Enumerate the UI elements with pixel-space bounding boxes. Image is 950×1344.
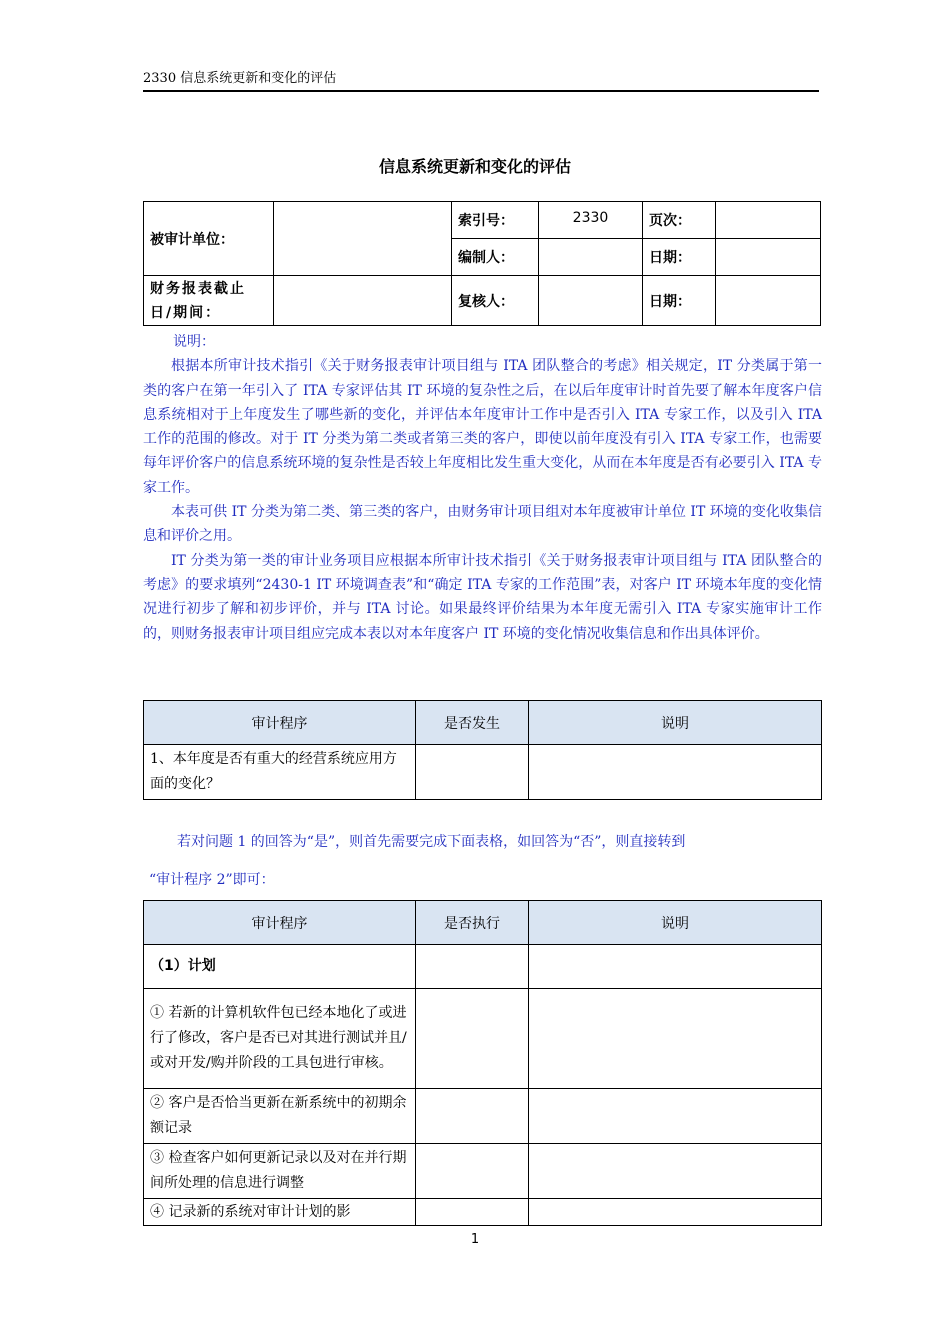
header-occurred: 是否发生 (416, 701, 529, 745)
continuation-line-2: “审计程序 2”即可： (149, 872, 275, 888)
occurred-cell[interactable] (416, 745, 529, 800)
executed-cell[interactable] (416, 1144, 529, 1199)
header-procedure: 审计程序 (144, 901, 416, 945)
notes-paragraph-3: IT 分类为第一类的审计业务项目应根据本所审计技术指引《关于财务报表审计项目组与 ITA 团队整合的考虑》的要求填列“2430-1 IT 环境调查表”和“确定 ITA 专家的工作范围”表，对客户 IT 环境本年度的变化情况进行初步了解和初步评价，并与 ITA 讨论。如果最终评价结果为本年度无需引入 ITA 专家实施审计工作的，则财务报表审计项目组应完成本表以对本年度客户 IT 环境的变化情况收集信息和作出具体评价。 (143, 552, 822, 642)
page-field[interactable] (716, 202, 821, 239)
date2-label: 日期： (643, 276, 716, 326)
description-cell[interactable] (529, 1089, 822, 1144)
header-description: 说明 (529, 701, 822, 745)
description-cell[interactable] (529, 1199, 822, 1226)
executed-cell[interactable] (416, 1089, 529, 1144)
notes-paragraph-2: 本表可供 IT 分类为第二类、第三类的客户，由财务审计项目组对本年度被审计单位 IT 环境的变化收集信息和评价之用。 (143, 504, 822, 545)
notes-section (143, 330, 822, 646)
reviewer-field[interactable] (539, 276, 643, 326)
document-title: 信息系统更新和变化的评估 (378, 157, 571, 176)
reviewer-label: 复核人： (452, 276, 539, 326)
index-value[interactable]: 2330 (539, 202, 643, 239)
description-cell[interactable] (529, 1144, 822, 1199)
date-field[interactable] (716, 239, 821, 276)
date2-field[interactable] (716, 276, 821, 326)
page-header: 2330 信息系统更新和变化的评估 (143, 70, 819, 92)
description-cell[interactable] (529, 989, 822, 1089)
procedure-cell: 1、本年度是否有重大的经营系统应用方面的变化？ (144, 745, 416, 800)
period-label: 财务报表截止日/期间： (144, 276, 274, 326)
header-executed: 是否执行 (416, 901, 529, 945)
procedure-cell: ④ 记录新的系统对审计计划的影 (144, 1199, 416, 1226)
page-label: 页次： (643, 202, 716, 239)
header-procedure: 审计程序 (144, 701, 416, 745)
preparer-label: 编制人： (452, 239, 539, 276)
auditee-field[interactable] (274, 202, 452, 276)
procedure-cell: ① 若新的计算机软件包已经本地化了或进行了修改，客户是否已对其进行测试并且/或对开发/购并阶段的工具包进行审核。 (144, 989, 416, 1089)
executed-cell[interactable] (416, 945, 529, 989)
header-description: 说明 (529, 901, 822, 945)
continuation-line-1: 若对问题 1 的回答为“是”，则首先需要完成下面表格，如回答为“否”，则直接转到 (177, 834, 686, 850)
description-cell[interactable] (529, 945, 822, 989)
executed-cell[interactable] (416, 989, 529, 1089)
procedure-cell: ③ 检查客户如何更新记录以及对在并行期间所处理的信息进行调整 (144, 1144, 416, 1199)
date-label: 日期： (643, 239, 716, 276)
page-number: 1 (470, 1232, 480, 1247)
period-field[interactable] (274, 276, 452, 326)
auditee-label: 被审计单位： (144, 202, 274, 276)
notes-paragraph-1: 根据本所审计技术指引《关于财务报表审计项目组与 ITA 团队整合的考虑》相关规定，IT 分类属于第一类的客户在第一年引入了 ITA 专家评估其 IT 环境的复杂性之后，在以后年度审计时首先要了解本年度客户信息系统相对于上年度发生了哪些新的变化，并评估本年度审计工作中是否引入 ITA 专家工作，以及引入 ITA 工作的范围的修改。对于 IT 分类为第二类或者第三类的客户，即使以前年度没有引入 ITA 专家工作，也需要每年评价客户的信息系统环境的复杂性是否较上年度相比发生重大变化，从而在本年度是否有必要引入 ITA 专家工作。 (143, 358, 822, 496)
executed-cell[interactable] (416, 1199, 529, 1226)
section-plan: （1）计划 (144, 945, 416, 989)
info-table (143, 201, 821, 326)
notes-label: 说明： (173, 334, 215, 350)
procedure-cell: ② 客户是否恰当更新在新系统中的初期余额记录 (144, 1089, 416, 1144)
index-label: 索引号： (452, 202, 539, 239)
preparer-field[interactable] (539, 239, 643, 276)
description-cell[interactable] (529, 745, 822, 800)
procedure-table-1 (143, 700, 822, 800)
procedure-table-2 (143, 900, 822, 1226)
